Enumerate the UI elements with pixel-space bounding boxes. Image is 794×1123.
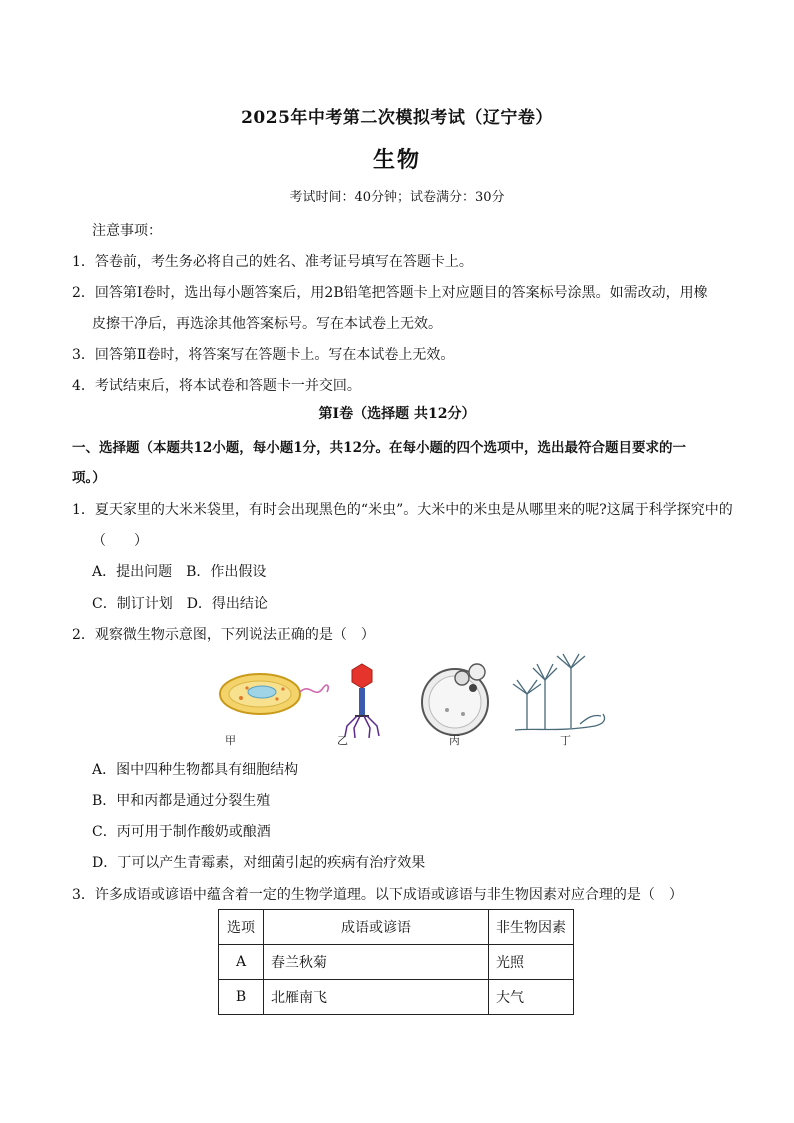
microorganism-figure: [215, 652, 615, 747]
table-row: [219, 980, 574, 1015]
note-item-continued: 皮擦干净后，再选涂其他答案标号。写在本试卷上无效。: [92, 316, 442, 332]
exam-meta: 考试时间：40分钟；试卷满分：30分: [289, 190, 505, 205]
table-cell: A: [219, 945, 264, 980]
table-cell: 大气: [489, 980, 574, 1015]
section-instruction: 一、选择题（本题共12小题，每小题1分，共12分。在每小题的四个选项中，选出最符合题目要求的一: [72, 440, 686, 456]
table-cell: 春兰秋菊: [264, 945, 489, 980]
note-item: 3．回答第Ⅱ卷时，将答案写在答题卡上。写在本试卷上无效。: [72, 347, 455, 363]
table-row: [219, 945, 574, 980]
q2-option: C．丙可用于制作酸奶或酿酒: [92, 824, 271, 840]
yeast-illustration: [422, 664, 488, 735]
q3-table: [218, 909, 574, 1015]
subject-title: 生物: [372, 147, 421, 173]
q1-options-row: C．制订计划 D．得出结论: [92, 596, 268, 612]
table-cell: B: [219, 980, 264, 1015]
q3-stem: 3．许多成语或谚语中蕴含着一定的生物学道理。以下成语或谚语与非生物因素对应合理的是（ ）: [72, 887, 683, 903]
figure-label-jia: 甲: [225, 734, 236, 747]
note-item: 1．答卷前，考生务必将自己的姓名、准考证号填写在答题卡上。: [72, 254, 473, 270]
section-instruction-continued: 项。）: [72, 470, 106, 486]
table-header-cell: 成语或谚语: [264, 910, 489, 945]
q2-option: A．图中四种生物都具有细胞结构: [92, 762, 299, 778]
q1-stem-blank: （ ）: [92, 533, 148, 549]
notes-heading: 注意事项：: [92, 223, 162, 239]
table-header-cell: 非生物因素: [489, 910, 574, 945]
table-cell: 北雁南飞: [264, 980, 489, 1015]
bacterium-illustration: [220, 674, 328, 714]
note-item: 2．回答第Ⅰ卷时，选出每小题答案后，用2B铅笔把答题卡上对应题目的答案标号涂黑。如需改动，用橡: [72, 285, 708, 301]
penicillium-illustration: [513, 654, 605, 730]
figure-label-ding: 丁: [560, 734, 571, 747]
table-header-cell: 选项: [219, 910, 264, 945]
q2-option: D．丁可以产生青霉素，对细菌引起的疾病有治疗效果: [92, 855, 426, 871]
table-cell: 光照: [489, 945, 574, 980]
note-item: 4．考试结束后，将本试卷和答题卡一并交回。: [72, 378, 361, 394]
exam-title: 2025年中考第二次模拟考试（辽宁卷）: [241, 108, 553, 128]
q1-options-row: A．提出问题 B．作出假设: [92, 564, 267, 580]
section-title: 第Ⅰ卷（选择题 共12分）: [318, 406, 476, 422]
figure-label-bing: 丙: [449, 734, 460, 747]
figure-label-yi: 乙: [337, 734, 348, 747]
table-header-row: [219, 910, 574, 945]
q2-option: B．甲和丙都是通过分裂生殖: [92, 793, 271, 809]
bacteriophage-illustration: [345, 664, 379, 738]
q2-stem: 2．观察微生物示意图，下列说法正确的是（ ）: [72, 627, 375, 643]
q1-stem: 1．夏天家里的大米米袋里，有时会出现黑色的“米虫”。大米中的米虫是从哪里来的呢?这属于科学探究中的: [72, 502, 733, 518]
